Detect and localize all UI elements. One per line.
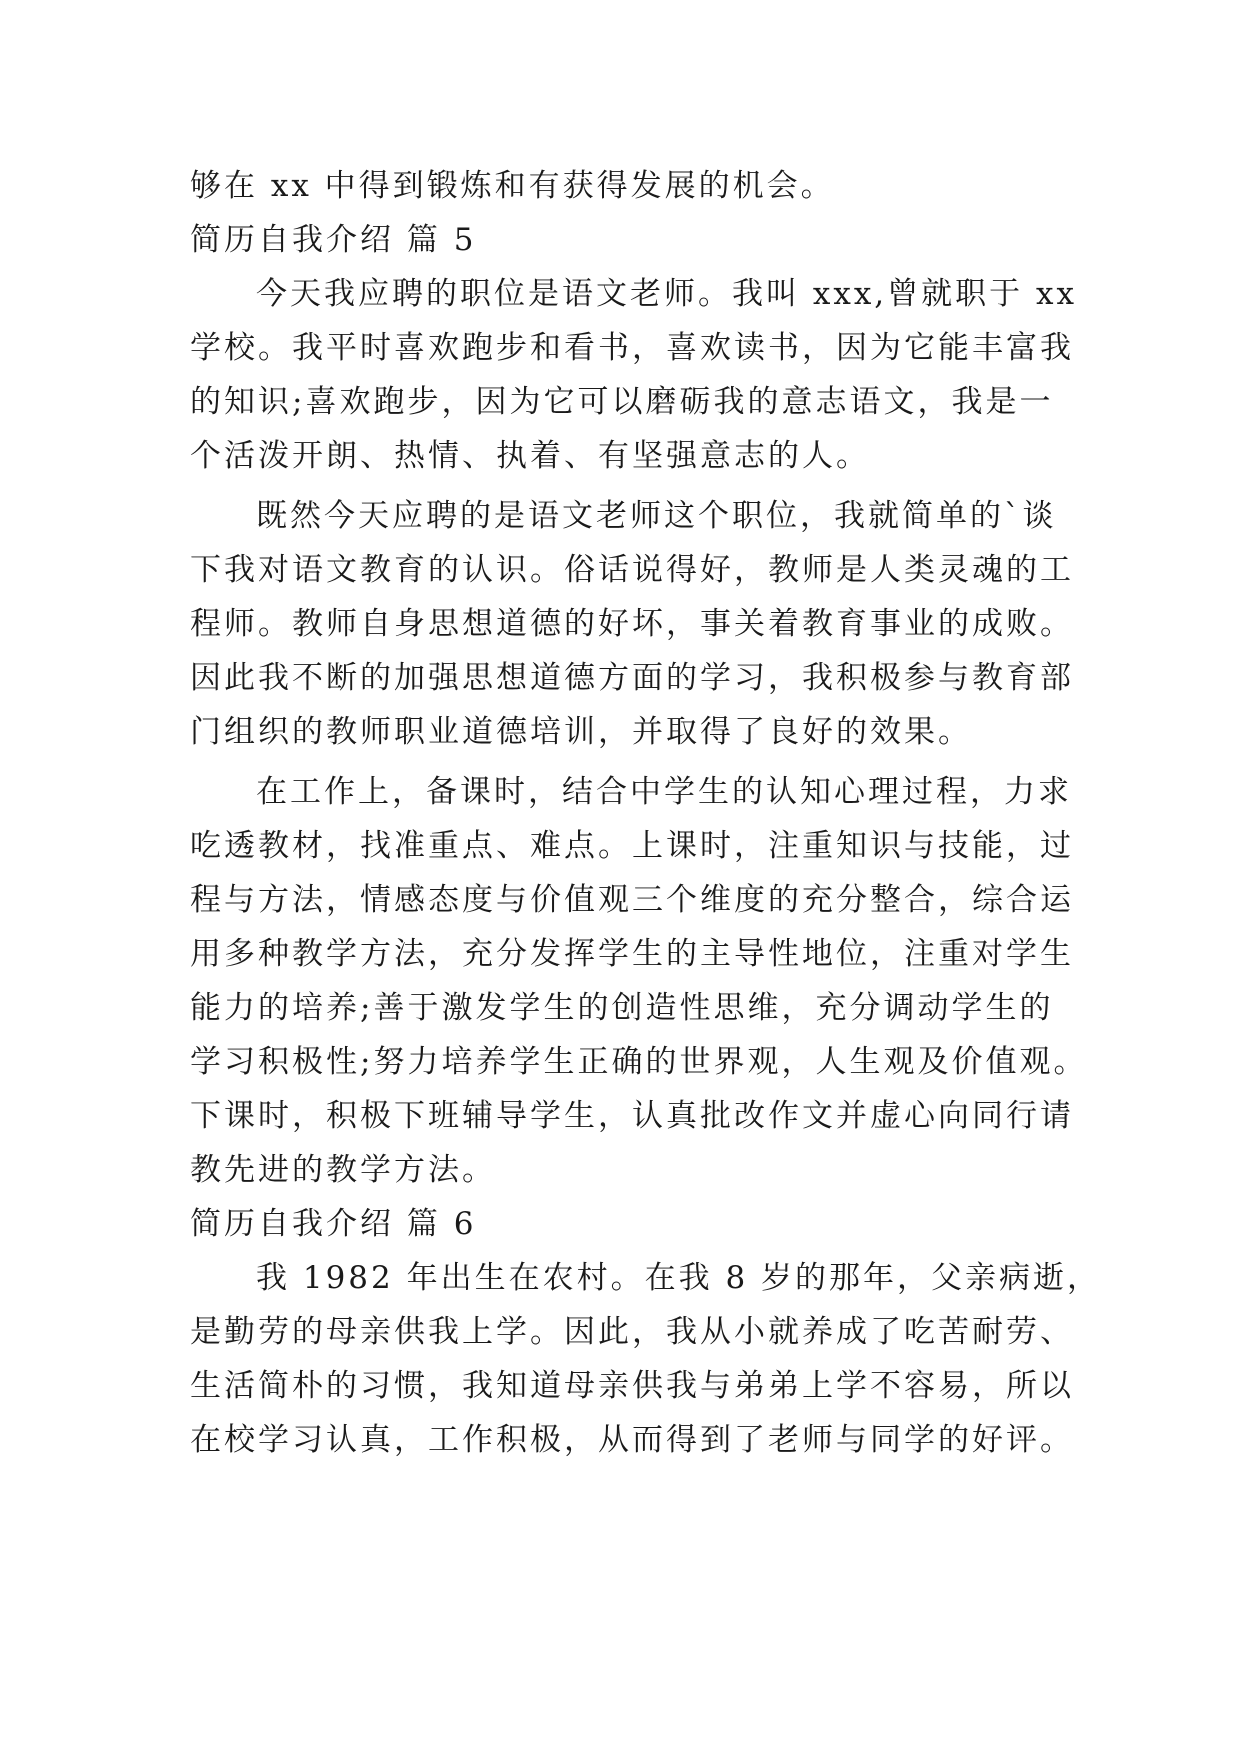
paragraph-line: 学校。我平时喜欢跑步和看书，喜欢读书，因为它能丰富我 xyxy=(190,330,1074,366)
document-body xyxy=(190,159,1102,1467)
paragraph-line: 程师。教师自身思想道德的好坏，事关着教育事业的成败。 xyxy=(190,606,1074,642)
paragraph-line: 下我对语文教育的认识。俗话说得好，教师是人类灵魂的工 xyxy=(190,552,1074,588)
section-heading-5: 简历自我介绍 篇 5 xyxy=(190,222,477,258)
paragraph xyxy=(190,267,1077,483)
paragraph-line: 在校学习认真，工作积极，从而得到了老师与同学的好评。 xyxy=(190,1422,1074,1458)
paragraph-line: 能力的培养;善于激发学生的创造性思维，充分调动学生的 xyxy=(190,990,1054,1026)
paragraph-line: 因此我不断的加强思想道德方面的学习，我积极参与教育部 xyxy=(190,660,1074,696)
paragraph-line: 教先进的教学方法。 xyxy=(190,1152,496,1188)
paragraph-line: 下课时，积极下班辅导学生，认真批改作文并虚心向同行请 xyxy=(190,1098,1074,1134)
paragraph-line: 门组织的教师职业道德培训，并取得了良好的效果。 xyxy=(190,714,972,750)
section-heading-6: 简历自我介绍 篇 6 xyxy=(190,1206,477,1242)
paragraph-line: 个活泼开朗、热情、执着、有坚强意志的人。 xyxy=(190,438,870,474)
paragraph-line: 既然今天应聘的是语文老师这个职位，我就简单的`谈 xyxy=(256,498,1057,534)
paragraph-line: 我 1982 年出生在农村。在我 8 岁的那年，父亲病逝， xyxy=(256,1260,1102,1296)
paragraph xyxy=(190,1251,1102,1467)
paragraph xyxy=(190,765,1088,1197)
paragraph-line: 学习积极性;努力培养学生正确的世界观，人生观及价值观。 xyxy=(190,1044,1088,1080)
paragraph-line: 今天我应聘的职位是语文老师。我叫 xxx,曾就职于 xx xyxy=(256,276,1077,312)
paragraph-line: 程与方法，情感态度与价值观三个维度的充分整合，综合运 xyxy=(190,882,1074,918)
paragraph-line: 在工作上，备课时，结合中学生的认知心理过程，力求 xyxy=(256,774,1072,810)
paragraph-line: 的知识;喜欢跑步，因为它可以磨砺我的意志语文，我是一 xyxy=(190,384,1054,420)
paragraph-line: 生活简朴的习惯，我知道母亲供我与弟弟上学不容易，所以 xyxy=(190,1368,1074,1404)
paragraph-line: 吃透教材，找准重点、难点。上课时，注重知识与技能，过 xyxy=(190,828,1074,864)
paragraph xyxy=(190,489,1074,759)
paragraph-line: 是勤劳的母亲供我上学。因此，我从小就养成了吃苦耐劳、 xyxy=(190,1314,1074,1350)
paragraph-line: 用多种教学方法，充分发挥学生的主导性地位，注重对学生 xyxy=(190,936,1074,972)
intro-tail-line: 够在 xx 中得到锻炼和有获得发展的机会。 xyxy=(190,168,835,204)
